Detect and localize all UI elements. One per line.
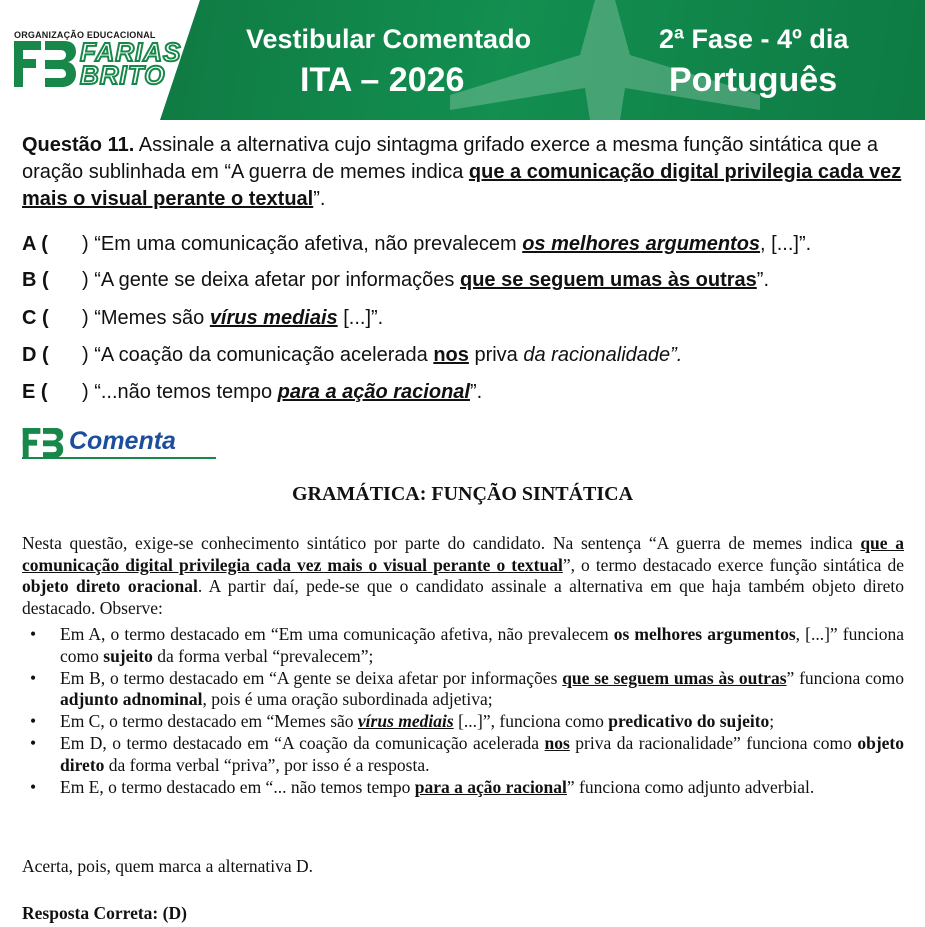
option-highlight: os melhores argumentos	[522, 233, 761, 255]
option-text-end: [...]”.	[337, 307, 384, 329]
option-a[interactable]	[22, 231, 811, 257]
intro-text: Nesta questão, exige-se conhecimento sintático por parte do candidato. Na sentença “A guerra de memes indica	[22, 533, 861, 553]
question-statement	[22, 132, 906, 213]
item-text: Em B, o termo destacado em “A gente se deixa afetar por informações	[60, 667, 563, 688]
option-text-end: ”.	[469, 381, 483, 403]
option-d[interactable]	[22, 342, 682, 368]
item-text: da forma verbal “prevalecem”;	[152, 645, 374, 666]
item-text: [...]”, funciona como	[453, 711, 609, 732]
option-highlight: vírus mediais	[209, 307, 338, 329]
option-text: ) “...não temos tempo	[82, 381, 278, 403]
option-text-end: , [...]”.	[760, 233, 812, 255]
option-letter: E (	[22, 381, 48, 403]
commentary-title: GRAMÁTICA: FUNÇÃO SINTÁTICA	[291, 483, 634, 505]
option-highlight: para a ação racional	[277, 381, 470, 403]
intro-highlight: que a comunicação digital privilegia cada vez mais o visual perante o textual	[22, 533, 904, 575]
item-bold: adjunto adnominal	[60, 689, 203, 710]
logo-name-farias: FARIAS	[80, 37, 182, 67]
commentary-intro	[22, 533, 904, 619]
option-text: ) “Memes são	[82, 307, 210, 329]
bullet-icon: •	[30, 667, 37, 688]
item-text: Em D, o termo destacado em “A coação da comunicação acelerada	[60, 732, 545, 753]
list-item	[22, 777, 904, 799]
header-title: Vestibular Comentado	[246, 24, 532, 54]
airplane-icon	[430, 0, 760, 120]
item-text: da forma verbal “priva”, por isso é a resposta.	[104, 754, 430, 775]
bullet-icon: •	[30, 624, 37, 644]
option-c[interactable]	[22, 305, 383, 331]
list-item	[22, 733, 904, 777]
item-bold: nos	[544, 732, 570, 753]
option-highlight: nos	[433, 344, 469, 366]
option-letter: B (	[22, 269, 49, 291]
item-bold: sujeito	[103, 645, 153, 666]
question-highlight: que a comunicação digital privilegia cada vez mais o visual perante o textual	[22, 161, 902, 210]
item-text: Em A, o termo destacado em “Em uma comunicação afetiva, não prevalecem	[60, 624, 614, 644]
farias-brito-logo	[14, 30, 184, 90]
item-bold: que se seguem umas às outras	[562, 667, 787, 688]
commentary-bullets	[22, 624, 904, 798]
option-highlight: que se seguem umas às outras	[459, 269, 757, 291]
item-text: ” funciona como	[786, 667, 904, 688]
option-text-mid: priva	[468, 344, 524, 366]
fb-logo-icon	[14, 41, 76, 87]
header-subject: Português	[669, 61, 838, 99]
question-label: Questão 11.	[22, 134, 135, 156]
option-text-end: ”.	[756, 269, 769, 291]
item-text: ” funciona como adjunto adverbial.	[566, 776, 815, 797]
intro-bold: objeto direto oracional	[22, 576, 198, 596]
comenta-logo	[22, 426, 217, 460]
page-header	[0, 0, 925, 120]
item-bold: predicativo do sujeito	[608, 711, 770, 732]
item-bold: os melhores argumentos	[613, 624, 796, 644]
item-text: Em C, o termo destacado em “Memes são	[60, 711, 358, 732]
question-text: Assinale a alternativa cujo sintagma grifado exerce a mesma função sintática que a oração sublinhada em “A guerra de memes indica	[22, 134, 879, 183]
bullet-icon: •	[30, 776, 37, 797]
intro-text: ”, o termo destacado exerce função sintática de	[562, 554, 905, 575]
item-text: Em E, o termo destacado em “... não temos tempo	[60, 776, 415, 797]
comenta-divider	[22, 457, 216, 459]
list-item	[22, 711, 904, 733]
comenta-label: Comenta	[69, 427, 176, 455]
option-letter: A (	[22, 233, 48, 255]
item-text: , [...]” funciona como	[60, 624, 904, 666]
option-e[interactable]	[22, 379, 482, 405]
option-text: ) “A gente se deixa afetar por informações	[82, 269, 460, 291]
item-text: ;	[769, 711, 775, 732]
logo-org-text: ORGANIZAÇÃO EDUCACIONAL	[14, 30, 156, 40]
item-bold: vírus mediais	[357, 711, 454, 732]
fb-logo-icon	[22, 428, 64, 458]
correct-answer: Resposta Correta: (D)	[22, 903, 187, 923]
header-exam: ITA – 2026	[300, 61, 465, 99]
option-b[interactable]	[22, 267, 769, 293]
list-item	[22, 668, 904, 712]
item-bold: para a ação racional	[414, 776, 567, 797]
bullet-icon: •	[30, 732, 37, 753]
option-text: ) “A coação da comunicação acelerada	[82, 344, 434, 366]
item-text: , pois é uma oração subordinada adjetiva;	[202, 689, 493, 710]
question-text-end: ”.	[313, 188, 326, 210]
intro-text: . A partir daí, pede-se que o candidato assinale a alternativa em que haja também objeto direto destacado. Observe:	[22, 576, 905, 618]
header-phase: 2ª Fase - 4º dia	[659, 24, 849, 54]
item-text: priva da racionalidade” funciona como	[569, 732, 858, 753]
item-bold: objeto direto	[60, 732, 904, 775]
bullet-icon: •	[30, 711, 37, 732]
logo-name-brito: BRITO	[80, 60, 166, 90]
option-text-end: da racionalidade”.	[523, 344, 683, 366]
option-text: ) “Em uma comunicação afetiva, não prevalecem	[82, 233, 523, 255]
option-letter: C (	[22, 307, 49, 329]
list-item	[22, 624, 904, 668]
option-letter: D (	[22, 344, 49, 366]
closing-text: Acerta, pois, quem marca a alternativa D.	[22, 856, 314, 876]
